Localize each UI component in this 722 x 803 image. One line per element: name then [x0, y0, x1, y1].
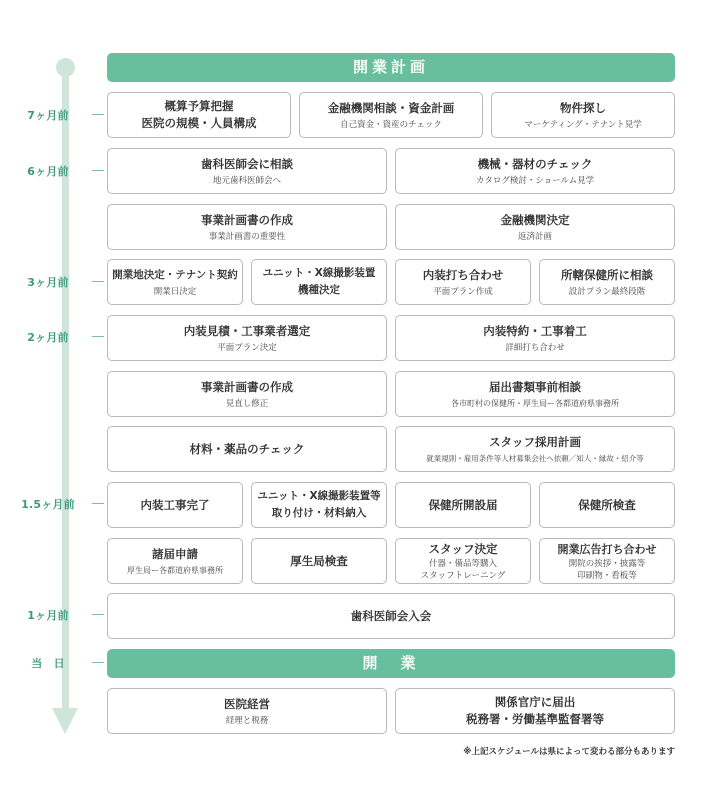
step-interior-meeting [395, 259, 531, 305]
step-unit-model [251, 259, 387, 305]
step-title: 金融機関相談・資金計画 [327, 100, 455, 115]
step-sub: 返済計画 [517, 231, 552, 242]
step-construction-start [395, 315, 675, 361]
step-business-plan [107, 204, 387, 250]
step-title: 歯科医師会入会 [350, 608, 432, 623]
step-sub: 自己資金・資産のチェック [340, 119, 442, 130]
step-title: 保健所検査 [578, 497, 636, 512]
timeline-arrow-icon [52, 708, 78, 734]
step-staff-decision [395, 538, 531, 584]
step-sub: 平面プラン作成 [433, 286, 493, 297]
step-title: 医院の規模・人員構成 [141, 116, 257, 130]
step-title: スタッフ決定 [428, 541, 498, 556]
timeline-label: 当 日 [31, 657, 65, 670]
step-title: ユニット・X線撮影装置 [262, 267, 376, 279]
step-title: 事業計画書の作成 [201, 379, 293, 394]
timeline-tick-6m [6, 164, 104, 178]
timeline-label: 7ヶ月前 [27, 109, 69, 122]
timeline-tick-2m [6, 330, 104, 344]
band-opening: 開 業 [107, 649, 675, 678]
step-sub: 見直し修正 [225, 398, 269, 409]
step-sub: 開業日決定 [153, 286, 197, 297]
step-financing [299, 92, 483, 138]
step-title: 機種決定 [298, 284, 340, 296]
timeline-tick-day [6, 656, 104, 670]
step-sub: 印刷物・看板等 [577, 570, 637, 581]
step-applications [107, 538, 243, 584]
step-interior-complete [107, 482, 243, 528]
step-sub: 詳細打ち合わせ [505, 342, 565, 353]
step-title: 諸届申請 [152, 546, 198, 561]
step-interior-estimate [107, 315, 387, 361]
step-title: 開業広告打ち合わせ [557, 542, 657, 556]
timeline-tick-1m [6, 608, 104, 622]
step-title: 関係官庁に届出 [494, 695, 576, 709]
step-title: 概算予算把握 [164, 99, 234, 113]
timeline-label: 2ヶ月前 [27, 331, 69, 344]
step-health-center-consult [539, 259, 675, 305]
step-sub: 事業計画書の重要性 [208, 231, 286, 242]
step-sub: マーケティング・テナント見学 [524, 119, 642, 130]
step-sub: 各市町村の保健所・厚生局ー各都道府県事務所 [451, 398, 619, 408]
step-property [491, 92, 675, 138]
step-health-center-inspection [539, 482, 675, 528]
step-title: 機械・器材のチェック [477, 156, 593, 171]
timeline-label: 3ヶ月前 [27, 276, 69, 289]
band-plan: 開業計画 [107, 53, 675, 82]
timeline-tick-1-5m [6, 497, 104, 511]
step-title: 開業地決定・テナント契約 [112, 268, 238, 281]
step-title: 医院経営 [224, 696, 270, 711]
timeline-label: 6ヶ月前 [27, 165, 69, 178]
step-title: 内装特約・工事着工 [483, 323, 587, 338]
step-welfare-bureau-inspection [251, 538, 387, 584]
step-materials-check [107, 426, 387, 472]
step-title: 事業計画書の作成 [201, 212, 293, 227]
step-sub: 設計プラン最終段階 [568, 286, 646, 297]
timeline-start-dot [56, 58, 75, 77]
step-sub: 平面プラン決定 [217, 342, 277, 353]
step-clinic-management [107, 688, 387, 734]
step-sub: 厚生局ー各都道府県事務所 [127, 565, 223, 575]
step-staff-recruiting [395, 426, 675, 472]
step-title: 内装打ち合わせ [422, 267, 504, 282]
step-title: 金融機関決定 [500, 212, 570, 227]
footnote: ※上記スケジュールは県によって変わる部分もあります [463, 747, 675, 757]
step-opening-ads [539, 538, 675, 584]
step-dental-association [107, 148, 387, 194]
step-government-filing [395, 688, 675, 734]
step-business-plan-review [107, 371, 387, 417]
step-budget [107, 92, 291, 138]
step-sub: 什器・備品等購入 [428, 558, 497, 569]
step-title: 取り付け・材料納入 [271, 507, 367, 519]
step-title: 厚生局検査 [290, 553, 348, 568]
step-sub: カタログ検討・ショールム見学 [475, 175, 595, 186]
step-title: 物件探し [560, 100, 606, 115]
step-sub: 地元歯科医師会へ [212, 175, 281, 186]
step-title: 材料・薬品のチェック [189, 441, 305, 456]
timeline-label: 1.5ヶ月前 [21, 498, 75, 511]
step-site-contract [107, 259, 243, 305]
step-title: 所轄保健所に相談 [561, 267, 653, 282]
timeline-tick-7m [6, 108, 104, 122]
step-title: 歯科医師会に相談 [201, 156, 293, 171]
step-title: 内装見積・工事業者選定 [183, 323, 311, 338]
step-health-center-filing [395, 482, 531, 528]
step-sub: 経理と税務 [225, 715, 269, 726]
step-title: 保健所開設届 [428, 497, 498, 512]
step-sub: スタッフトレーニング [420, 570, 506, 581]
step-sub: 就業規則・雇用条件等人材募集会社へ依頼／知人・縁故・紹介等 [426, 453, 644, 463]
step-title: スタッフ採用計画 [489, 434, 581, 449]
timeline-label: 1ヶ月前 [27, 609, 69, 622]
step-title: 税務署・労働基準監督署等 [466, 712, 604, 726]
step-bank-decision [395, 204, 675, 250]
step-sub: 開院の挨拶・披露等 [568, 558, 646, 569]
step-equipment-check [395, 148, 675, 194]
step-join-association [107, 593, 675, 639]
step-title: ユニット・X線撮影装置等 [257, 490, 381, 502]
step-title: 内装工事完了 [140, 497, 210, 512]
step-filing-consult [395, 371, 675, 417]
step-unit-install [251, 482, 387, 528]
timeline-tick-3m [6, 275, 104, 289]
step-title: 届出書類事前相談 [489, 379, 581, 394]
